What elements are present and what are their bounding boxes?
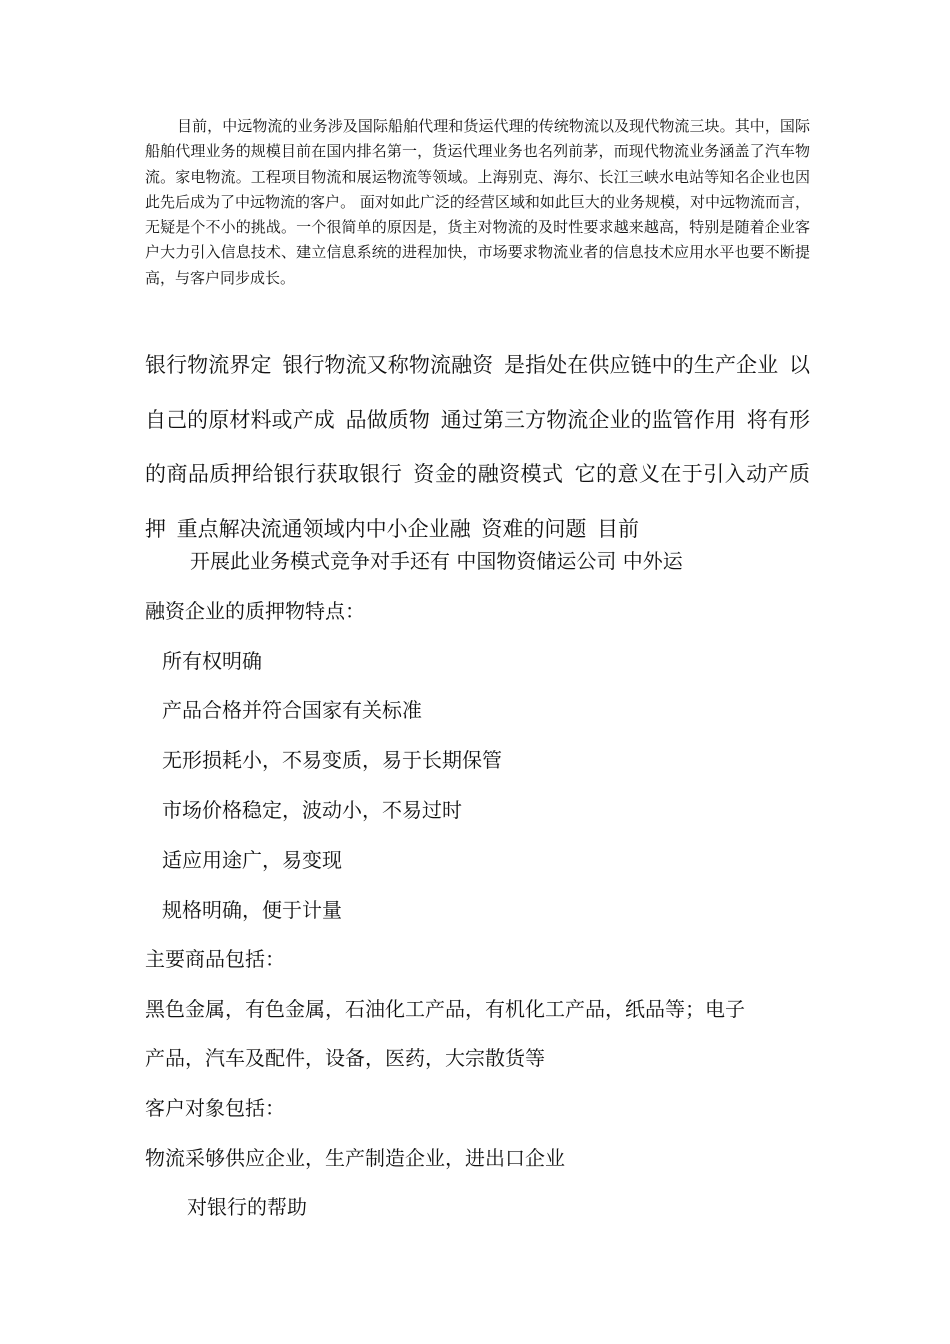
pledge-item: 所有权明确 bbox=[162, 649, 262, 673]
pledge-item: 适应用途广，易变现 bbox=[162, 848, 342, 872]
clients-heading: 客户对象包括： bbox=[145, 1096, 285, 1120]
clients-line: 物流采够供应企业，生产制造企业，进出口企业 bbox=[145, 1146, 565, 1170]
goods-line: 黑色金属，有色金属，石油化工产品，有机化工产品，纸品等；电子 bbox=[145, 997, 745, 1021]
intro-paragraph: 目前，中远物流的业务涉及国际船舶代理和货运代理的传统物流以及现代物流三块。其中，国际船舶代理业务的规模目前在国内排名第一，货运代理业务也名列前茅，而现代物流业务涵盖了汽车物流。家电物流。工程项目物流和展运物流等领域。上海别克、海尔、长江三峡水电站等知名企业也因此先后成为了中远物流的客户。 面对如此广泛的经营区域和如此巨大的业务规模，对中远物流而言，无疑是个不小的挑战。一个很简单的原因是，货主对物流的及时性要求越来越高，特别是随着企业客户大力引入信息技术、建立信息系统的进程加快，市场要求物流业者的信息技术应用水平也要不断提高，与客户同步成长。 bbox=[145, 117, 810, 287]
pledge-heading: 融资企业的质押物特点： bbox=[145, 599, 365, 623]
pledge-item: 产品合格并符合国家有关标准 bbox=[162, 698, 422, 722]
pledge-item: 无形损耗小，不易变质，易于长期保管 bbox=[162, 748, 502, 772]
pledge-item: 市场价格稳定，波动小，不易过时 bbox=[162, 798, 462, 822]
goods-line: 产品，汽车及配件，设备，医药，大宗散货等 bbox=[145, 1046, 545, 1070]
bank-logistics-paragraph: 银行物流界定 银行物流又称物流融资 是指处在供应链中的生产企业 以自己的原材料或产成 品做质物 通过第三方物流企业的监管作用 将有形的商品质押给银行获取银行 资金的融资模式 它的意义在于引入动产质押 重点解决流通领域内中小企业融 资难的问题 目前 bbox=[145, 353, 810, 541]
bank-help-heading: 对银行的帮助 bbox=[187, 1195, 307, 1219]
competitors-line: 开展此业务模式竞争对手还有 中国物资储运公司 中外运 bbox=[190, 549, 683, 573]
pledge-item: 规格明确，便于计量 bbox=[162, 898, 342, 922]
goods-heading: 主要商品包括： bbox=[145, 947, 285, 971]
